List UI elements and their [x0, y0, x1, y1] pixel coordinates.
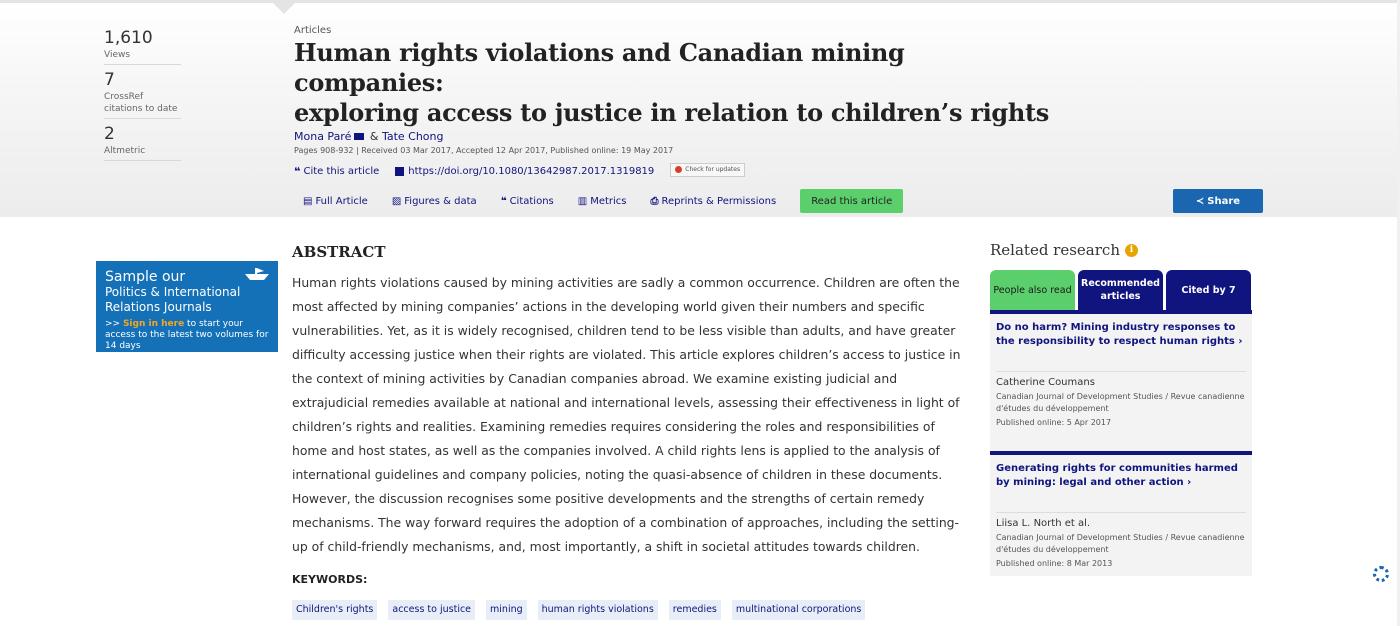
- metric-altmetric[interactable]: [104, 123, 181, 161]
- keyword-list: [292, 600, 962, 620]
- promo-signin-text: [105, 319, 269, 352]
- sign-in-link[interactable]: Sign in here: [122, 319, 185, 329]
- tab-label: Metrics: [590, 195, 627, 207]
- metric-value: 7: [104, 70, 115, 90]
- author-list: [294, 130, 1054, 143]
- quote-icon: ❝: [500, 195, 507, 207]
- metric-label: Views: [104, 50, 131, 60]
- tab-reprints[interactable]: [651, 189, 777, 213]
- journal-promo-banner[interactable]: [96, 261, 278, 352]
- chevron-right-icon: ›: [1187, 477, 1192, 488]
- metric-citations[interactable]: [104, 69, 181, 119]
- image-icon: ▨: [391, 195, 402, 207]
- keyword-tag[interactable]: human rights violations: [538, 600, 658, 620]
- mail-icon[interactable]: [354, 133, 364, 140]
- abstract-heading: ABSTRACT: [292, 243, 386, 261]
- ship-icon: [244, 267, 270, 281]
- author-link[interactable]: Mona Paré: [294, 130, 352, 143]
- share-label: Share: [1207, 195, 1241, 207]
- related-title: Do no harm? Mining industry responses to the responsibility to respect human rights: [996, 322, 1236, 347]
- title-line-2: exploring access to justice in relation to children’s rights: [294, 98, 1050, 127]
- keywords-heading: KEYWORDS:: [292, 573, 368, 586]
- related-author: Catherine Coumans: [996, 377, 1095, 388]
- article-header: [294, 25, 1054, 178]
- related-tabs: [990, 270, 1252, 310]
- related-journal: Canadian Journal of Development Studies / Revue canadienne d'études du développement: [996, 392, 1245, 413]
- tab-cited-by[interactable]: Cited by 7: [1166, 270, 1251, 310]
- keyword-tag[interactable]: mining: [486, 600, 527, 620]
- promo-line-3: Relations Journals: [105, 300, 212, 314]
- document-icon: ▤: [303, 195, 313, 207]
- tab-metrics[interactable]: [578, 189, 627, 213]
- related-journal: Canadian Journal of Development Studies / Revue canadienne d'études du développement: [996, 533, 1245, 554]
- keyword-tag[interactable]: Children's rights: [292, 600, 377, 620]
- related-date: Published online: 8 Mar 2013: [996, 559, 1113, 568]
- article-links: [294, 165, 1054, 178]
- tab-people-also-read[interactable]: People also read: [990, 270, 1075, 310]
- related-date: Published online: 5 Apr 2017: [996, 418, 1112, 427]
- related-article-link[interactable]: [996, 321, 1246, 372]
- metric-value: 2: [104, 124, 115, 144]
- metric-label: CrossRef citations to date: [104, 92, 178, 114]
- check-updates-label: Check for updates: [685, 166, 741, 173]
- tab-label: Figures & data: [404, 195, 477, 207]
- external-link-icon: [395, 167, 404, 176]
- related-heading-text: Related research: [990, 241, 1120, 259]
- abstract-text: Human rights violations caused by mining activities are sadly a common occurrence. Children are often the most affected by mining companies’ actions in the developing world given their numbers and specific vulnerabilities. Yet, as it is widely recognised, children tend to be less visible than adults, and have greater difficulty accessing justice when their rights are violated. This article explores children’s access to justice in the context of mining activities by Canadian companies abroad. We examine existing judicial and extrajudicial remedies available at national and international levels, assessing their effectiveness in light of children’s rights and realities. Examining remedies requires considering the roles and responsibilities of home and host states, as well as the companies involved. A child rights lens is applied to the analysis of international guidelines and company policies, noting the quasi-absence of children in these documents. However, the discussion recognises some positive developments and the strengths of certain remedy mechanisms. The way forward requires the adoption of a combination of approaches, including the setting-up of child-friendly mechanisms, and, most importantly, a shift in societal attitudes towards children.: [292, 275, 961, 554]
- promo-line-2: Politics & International: [105, 285, 241, 299]
- promo-prefix: >>: [105, 319, 123, 329]
- list-item: [990, 310, 1252, 435]
- settings-gear-icon[interactable]: [1373, 566, 1389, 582]
- list-item: [990, 451, 1252, 576]
- related-research-panel: [990, 241, 1252, 576]
- keyword-tag[interactable]: multinational corporations: [732, 600, 865, 620]
- promo-line-1: Sample our: [105, 269, 186, 285]
- metrics-column: [104, 27, 181, 165]
- related-list: [990, 310, 1252, 576]
- cite-link[interactable]: [294, 165, 379, 178]
- metric-views[interactable]: [104, 27, 181, 65]
- related-author: Liisa L. North et al.: [996, 518, 1091, 529]
- author-link[interactable]: Tate Chong: [381, 130, 444, 143]
- article-title: [294, 38, 1054, 128]
- abstract-section: [292, 243, 962, 620]
- author-separator: &: [369, 130, 379, 143]
- tab-label: Citations: [509, 195, 554, 207]
- related-heading: [990, 241, 1252, 259]
- print-icon: ⎙: [650, 195, 659, 207]
- tab-figures[interactable]: [392, 189, 477, 213]
- title-line-1: Human rights violations and Canadian mining companies:: [294, 38, 905, 97]
- chevron-right-icon: ›: [1238, 336, 1243, 347]
- tab-label: Full Article: [315, 195, 368, 207]
- doi-link[interactable]: [395, 166, 654, 177]
- tab-recommended-articles[interactable]: Recommended articles: [1078, 270, 1163, 310]
- article-category: Articles: [294, 25, 332, 36]
- share-button[interactable]: [1173, 189, 1263, 213]
- quote-icon: ❝: [294, 165, 301, 178]
- read-article-button[interactable]: Read this article: [800, 189, 903, 213]
- tab-citations[interactable]: [501, 189, 554, 213]
- cite-label: Cite this article: [303, 166, 380, 177]
- check-for-updates-button[interactable]: [670, 163, 745, 177]
- keyword-tag[interactable]: access to justice: [388, 600, 475, 620]
- related-article-link[interactable]: [996, 462, 1246, 513]
- crossmark-icon: [675, 166, 682, 173]
- header-notch: [270, 0, 298, 14]
- info-icon[interactable]: i: [1125, 244, 1138, 257]
- metric-label: Altmetric: [104, 146, 146, 156]
- tab-full-article[interactable]: [303, 189, 368, 213]
- tab-label: Reprints & Permissions: [661, 195, 777, 207]
- share-icon: ≺: [1195, 195, 1205, 207]
- bar-chart-icon: ▥: [577, 195, 588, 207]
- doi-text: https://doi.org/10.1080/13642987.2017.1319819: [408, 166, 655, 177]
- article-tab-bar: [303, 189, 903, 213]
- related-title: Generating rights for communities harmed by mining: legal and other action: [996, 463, 1238, 488]
- keyword-tag[interactable]: remedies: [669, 600, 721, 620]
- metric-value: 1,610: [104, 28, 153, 48]
- publication-info: Pages 908-932 | Received 03 Mar 2017, Accepted 12 Apr 2017, Published online: 19 May 2017: [294, 146, 674, 155]
- promo-rest: to start your access to the latest two volumes for 14 days: [105, 319, 269, 351]
